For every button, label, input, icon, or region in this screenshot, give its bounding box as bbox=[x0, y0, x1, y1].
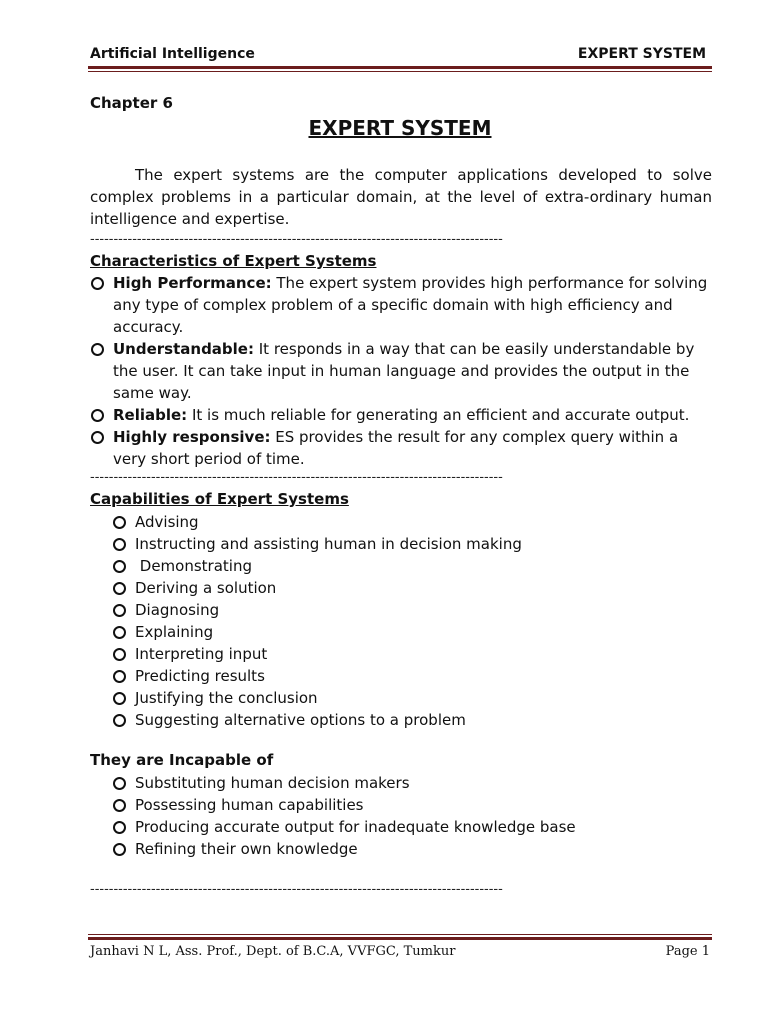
capability-item bbox=[113, 533, 713, 555]
capability-text: Advising bbox=[135, 513, 199, 531]
circle-bullet-icon bbox=[113, 670, 126, 683]
capability-text: Diagnosing bbox=[135, 601, 220, 619]
circle-bullet-icon bbox=[113, 604, 126, 617]
capability-item bbox=[113, 621, 713, 643]
incapable-list bbox=[113, 772, 713, 860]
footer-author: Janhavi N L, Ass. Prof., Dept. of B.C.A, VVFGC, Tumkur bbox=[90, 944, 456, 959]
chapter-label: Chapter 6 bbox=[90, 94, 173, 112]
incapable-item bbox=[113, 772, 713, 794]
characteristic-text: It responds in a way that can be easily understandable by the user. It can take input in human language and provides the output in the same way. bbox=[113, 340, 695, 402]
circle-bullet-icon bbox=[113, 560, 126, 573]
header-rule-thick bbox=[88, 66, 712, 69]
capability-text: Predicting results bbox=[135, 667, 265, 685]
footer-rule-thick bbox=[88, 937, 712, 940]
circle-bullet-icon bbox=[91, 431, 104, 444]
circle-bullet-icon bbox=[113, 799, 126, 812]
page-title: EXPERT SYSTEM bbox=[308, 116, 492, 140]
capability-item bbox=[113, 511, 713, 533]
characteristic-text: ES provides the result for any complex query within a very short period of time. bbox=[113, 428, 679, 468]
circle-bullet-icon bbox=[113, 582, 126, 595]
characteristic-text: The expert system provides high performance for solving any type of complex problem of a specific domain with high efficiency and accuracy. bbox=[113, 274, 708, 336]
incapable-text: Producing accurate output for inadequate knowledge base bbox=[135, 818, 576, 836]
characteristic-item bbox=[90, 426, 714, 470]
separator-line: ---------------------------------------------------------------------------------------- bbox=[90, 882, 503, 897]
incapable-text: Refining their own knowledge bbox=[135, 840, 358, 858]
circle-bullet-icon bbox=[113, 516, 126, 529]
capability-item bbox=[113, 577, 713, 599]
capability-text: Suggesting alternative options to a problem bbox=[135, 711, 466, 729]
intro-paragraph bbox=[90, 164, 712, 230]
characteristic-term: High Performance: bbox=[113, 274, 272, 292]
circle-bullet-icon bbox=[113, 777, 126, 790]
capability-item bbox=[113, 599, 713, 621]
characteristic-term: Understandable: bbox=[113, 340, 254, 358]
incapable-text: Possessing human capabilities bbox=[135, 796, 364, 814]
circle-bullet-icon bbox=[113, 821, 126, 834]
capability-item bbox=[113, 665, 713, 687]
page-number: Page 1 bbox=[665, 944, 710, 959]
separator-line: ---------------------------------------------------------------------------------------- bbox=[90, 232, 503, 247]
capabilities-list bbox=[113, 511, 713, 731]
intro-text: The expert systems are the computer applications developed to solve complex problems in a particular domain, at the level of extra-ordinary human intelligence and expertise. bbox=[90, 166, 712, 228]
incapable-item bbox=[113, 794, 713, 816]
capability-item bbox=[113, 687, 713, 709]
characteristic-item bbox=[90, 272, 714, 338]
capabilities-heading: Capabilities of Expert Systems bbox=[90, 490, 349, 508]
header-rule-thin bbox=[88, 71, 712, 72]
capability-item bbox=[113, 709, 713, 731]
incapable-text: Substituting human decision makers bbox=[135, 774, 410, 792]
header-right-text: EXPERT SYSTEM bbox=[577, 46, 706, 62]
characteristic-text: It is much reliable for generating an efficient and accurate output. bbox=[187, 406, 690, 424]
circle-bullet-icon bbox=[91, 343, 104, 356]
characteristic-term: Highly responsive: bbox=[113, 428, 271, 446]
characteristics-heading: Characteristics of Expert Systems bbox=[90, 252, 377, 270]
separator-line: ---------------------------------------------------------------------------------------- bbox=[90, 470, 503, 485]
incapable-heading: They are Incapable of bbox=[90, 751, 274, 769]
capability-text: Explaining bbox=[135, 623, 214, 641]
capability-text: Instructing and assisting human in decision making bbox=[135, 535, 522, 553]
capability-item bbox=[113, 555, 713, 577]
circle-bullet-icon bbox=[91, 277, 104, 290]
characteristic-item bbox=[90, 404, 714, 426]
header-left-text: Artificial Intelligence bbox=[90, 46, 255, 62]
capability-text: Deriving a solution bbox=[135, 579, 277, 597]
circle-bullet-icon bbox=[113, 714, 126, 727]
capability-item bbox=[113, 643, 713, 665]
circle-bullet-icon bbox=[113, 538, 126, 551]
capability-text: Justifying the conclusion bbox=[135, 689, 318, 707]
circle-bullet-icon bbox=[113, 692, 126, 705]
incapable-item bbox=[113, 838, 713, 860]
characteristic-term: Reliable: bbox=[113, 406, 188, 424]
circle-bullet-icon bbox=[113, 626, 126, 639]
circle-bullet-icon bbox=[91, 409, 104, 422]
capability-text: Interpreting input bbox=[135, 645, 268, 663]
characteristics-list bbox=[90, 272, 714, 470]
capability-text: Demonstrating bbox=[135, 557, 252, 575]
incapable-item bbox=[113, 816, 713, 838]
circle-bullet-icon bbox=[113, 648, 126, 661]
circle-bullet-icon bbox=[113, 843, 126, 856]
footer-rule-thin bbox=[88, 934, 712, 935]
characteristic-item bbox=[90, 338, 714, 404]
